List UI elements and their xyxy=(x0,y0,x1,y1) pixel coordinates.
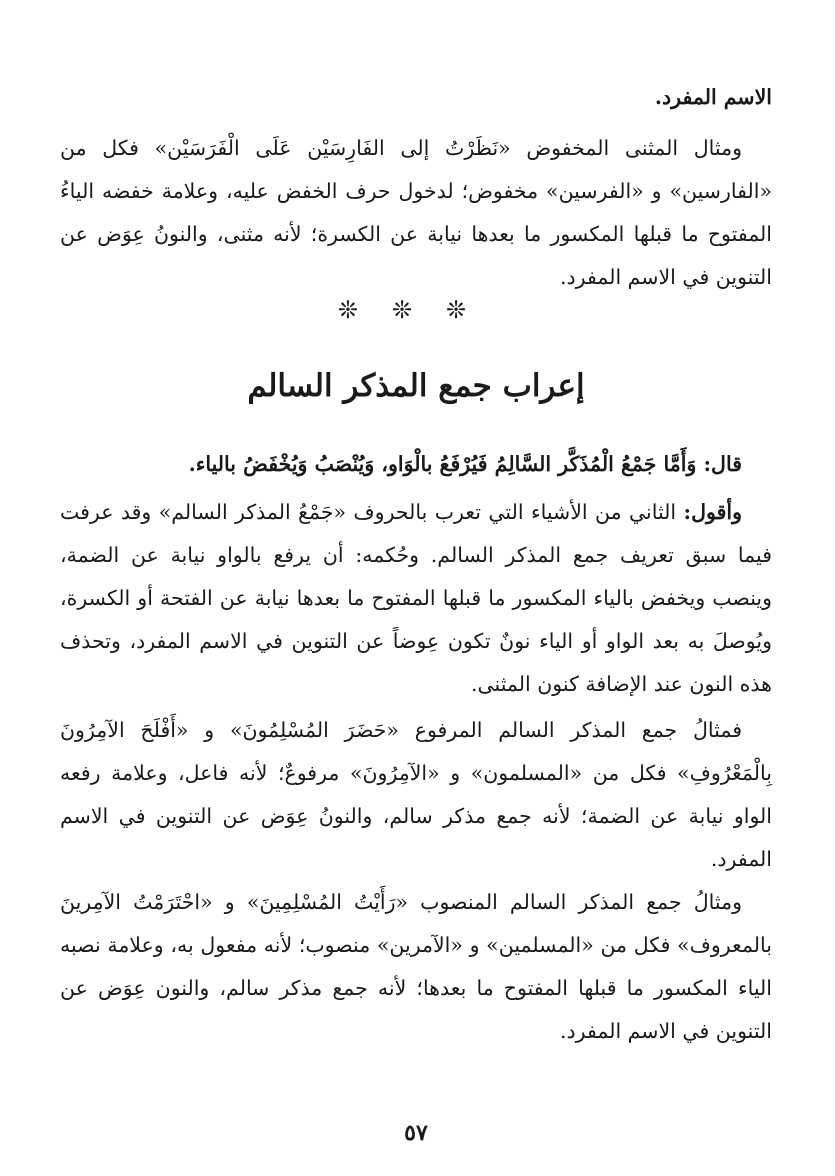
paragraph-accusative-example: ومثالُ جمع المذكر السالم المنصوب «رَأَيْتُ المُسْلِمِينَ» و «احْتَرَمْتُ الآمِرينَ بالمعروف» فكل من «المسلمين» و «الآمرين» منصوب؛ لأنه مفعول به، وعلامة نصبه الياء المكسور ما قبلها المفتوح ما بعدها؛ لأنه جمع مذكر سالم، والنون عِوَض عن التنوين في الاسم المفرد. xyxy=(60,890,772,1043)
quoted-rule xyxy=(60,443,772,486)
section-separator xyxy=(60,296,772,324)
paragraph-definition xyxy=(60,491,772,706)
page-number: ٥٧ xyxy=(404,1120,428,1146)
paragraph-nominative-example: فمثالُ جمع المذكر السالم المرفوع «حَضَرَ المُسْلِمُونَ» و «أَفْلَحَ الآمِرُونَ بِالْمَعْرُوفِ» فكل من «المسلمون» و «الآمِرُونَ» مرفوعٌ؛ لأنه فاعل، وعلامة رفعه الواو نيابة عن الضمة؛ لأنه جمع مذكر سالم، والنونُ عِوَض عن التنوين في الاسم المفرد. xyxy=(60,718,772,871)
star-ornament-icon: ❊ xyxy=(391,296,441,324)
star-ornament-icon: ❊ xyxy=(337,296,386,324)
paragraph-dual-genitive: ومثال المثنى المخفوض «نَظَرْتُ إلى الفَارِسَيْن عَلَى الْفَرَسَيْن» فكل من «الفارسين» و «الفرسين» مخفوض؛ لدخول حرف الخفض عليه، وعلامة خفضه الياءُ المفتوح ما قبلها المكسور ما بعدها نيابة عن الكسرة؛ لأنه مثنى، والنونُ عِوَض عن التنوين في الاسم المفرد. xyxy=(60,136,772,289)
section-heading: إعراب جمع المذكر السالم xyxy=(247,368,585,404)
book-page xyxy=(60,0,772,1176)
quote-lead: قال: xyxy=(703,452,742,476)
top-fragment: الاسم المفرد. xyxy=(654,85,772,109)
star-ornament-icon: ❊ xyxy=(446,296,495,324)
paragraph-lead: وأقول: xyxy=(683,500,742,524)
quote-text: وَأَمَّا جَمْعُ الْمُذَكَّر السَّالِمُ فَيُرْفَعُ بالْوَاو، وَيُنْصَبُ وَيُخْفَضُ بالياء. xyxy=(188,452,697,476)
paragraph-body: الثاني من الأشياء التي تعرب بالحروف «جَمْعُ المذكر السالم» وقد عرفت فيما سبق تعريف جمع المذكر السالم. وحُكمه: أن يرفع بالواو نيابة عن الضمة، وينصب ويخفض بالياء المكسور ما قبلها المفتوح ما بعدها نيابة عن الفتحة أو الكسرة، ويُوصلَ به بعد الواو أو الياء نونٌ تكون عِوضاً عن التنوين في الاسم المفرد، وتحذف هذه النون عند الإضافة كنون المثنى. xyxy=(60,500,772,696)
